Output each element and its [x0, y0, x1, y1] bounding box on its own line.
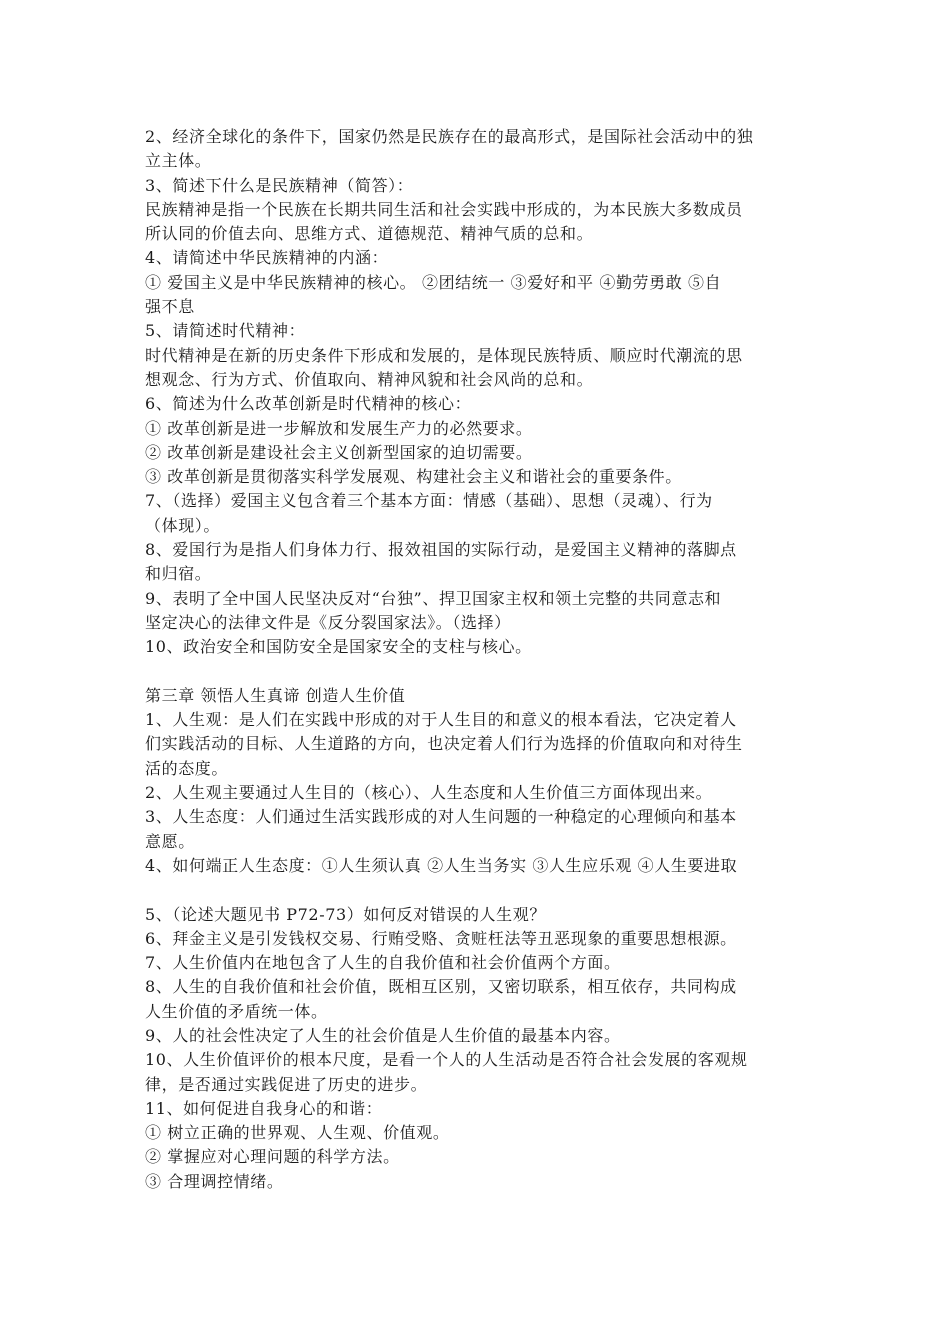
text-line: 8、人生的自我价值和社会价值，既相互区别，又密切联系，相互依存，共同构成: [145, 977, 737, 997]
text-line: 想观念、行为方式、价值取向、精神风貌和社会风尚的总和。: [145, 369, 594, 389]
text-line: 7、人生价值内在地包含了人生的自我价值和社会价值两个方面。: [145, 953, 621, 973]
text-line: 和归宿。: [145, 564, 212, 584]
text-line: ① 改革创新是进一步解放和发展生产力的必然要求。: [145, 418, 533, 438]
text-line: 民族精神是指一个民族在长期共同生活和社会实践中形成的，为本民族大多数成员: [145, 199, 743, 219]
text-line: 11、如何促进自我身心的和谐：: [145, 1098, 383, 1118]
text-line: ① 树立正确的世界观、人生观、价值观。: [145, 1123, 450, 1143]
text-line: 4、请简述中华民族精神的内涵：: [145, 248, 389, 268]
text-line: 5、（论述大题见书 P72-73）如何反对错误的人生观？: [145, 904, 546, 924]
text-line: 4、如何端正人生态度：①人生须认真 ②人生当务实 ③人生应乐观 ④人生要进取: [145, 855, 738, 875]
text-line: ③ 合理调控情绪。: [145, 1171, 284, 1191]
text-line: 8、爱国行为是指人们身体力行、报效祖国的实际行动，是爱国主义精神的落脚点: [145, 540, 737, 560]
text-line: 意愿。: [145, 831, 195, 851]
text-line: 7、（选择）爱国主义包含着三个基本方面：情感（基础）、思想（灵魂）、行为: [145, 491, 713, 511]
text-line: ③ 改革创新是贯彻落实科学发展观、构建社会主义和谐社会的重要条件。: [145, 467, 682, 487]
text-line: 3、简述下什么是民族精神（简答）：: [145, 175, 414, 195]
text-line: 9、人的社会性决定了人生的社会价值是人生价值的最基本内容。: [145, 1025, 621, 1045]
section-national-spirit: [145, 125, 810, 660]
blank-line: [145, 878, 810, 902]
text-line: （体现）。: [145, 515, 221, 535]
text-line: 2、人生观主要通过人生目的（核心）、人生态度和人生价值三方面体现出来。: [145, 783, 713, 803]
text-line: 时代精神是在新的历史条件下形成和发展的，是体现民族特质、顺应时代潮流的思: [145, 345, 743, 365]
text-line: 强不息: [145, 297, 195, 317]
text-line: 律，是否通过实践促进了历史的进步。: [145, 1074, 428, 1094]
text-line: 活的态度。: [145, 758, 229, 778]
text-line: 9、表明了全中国人民坚决反对“台独”、捍卫国家主权和领土完整的共同意志和: [145, 588, 722, 608]
section-chapter-three: [145, 684, 810, 1194]
text-line: 6、简述为什么改革创新是时代精神的核心：: [145, 394, 472, 414]
text-line: 6、拜金主义是引发钱权交易、行贿受赂、贪赃枉法等丑恶现象的重要思想根源。: [145, 928, 737, 948]
text-line: 们实践活动的目标、人生道路的方向，也决定着人们行为选择的价值取向和对待生: [145, 734, 743, 754]
text-line: 1、人生观：是人们在实践中形成的对于人生目的和意义的根本看法，它决定着人: [145, 710, 737, 730]
text-line: 人生价值的矛盾统一体。: [145, 1001, 328, 1021]
text-line: 3、人生态度：人们通过生活实践形成的对人生问题的一种稳定的心理倾向和基本: [145, 807, 737, 827]
text-line: 立主体。: [145, 151, 212, 171]
text-line: 所认同的价值去向、思维方式、道德规范、精神气质的总和。: [145, 224, 594, 244]
text-line: ② 改革创新是建设社会主义创新型国家的迫切需要。: [145, 442, 533, 462]
text-line: 10、人生价值评价的根本尺度，是看一个人的人生活动是否符合社会发展的客观规: [145, 1050, 748, 1070]
text-line: 坚定决心的法律文件是《反分裂国家法》。（选择）: [145, 612, 511, 632]
text-line: ① 爱国主义是中华民族精神的核心。 ②团结统一 ③爱好和平 ④勤劳勇敢 ⑤自: [145, 272, 722, 292]
blank-line: [145, 660, 810, 684]
document-page: [145, 125, 810, 1194]
text-line: 2、经济全球化的条件下，国家仍然是民族存在的最高形式，是国际社会活动中的独: [145, 127, 754, 146]
text-line: 10、政治安全和国防安全是国家安全的支柱与核心。: [145, 637, 532, 657]
chapter-title: 第三章 领悟人生真谛 创造人生价值: [145, 685, 406, 705]
text-line: ② 掌握应对心理问题的科学方法。: [145, 1147, 400, 1167]
text-line: 5、请简述时代精神：: [145, 321, 306, 341]
